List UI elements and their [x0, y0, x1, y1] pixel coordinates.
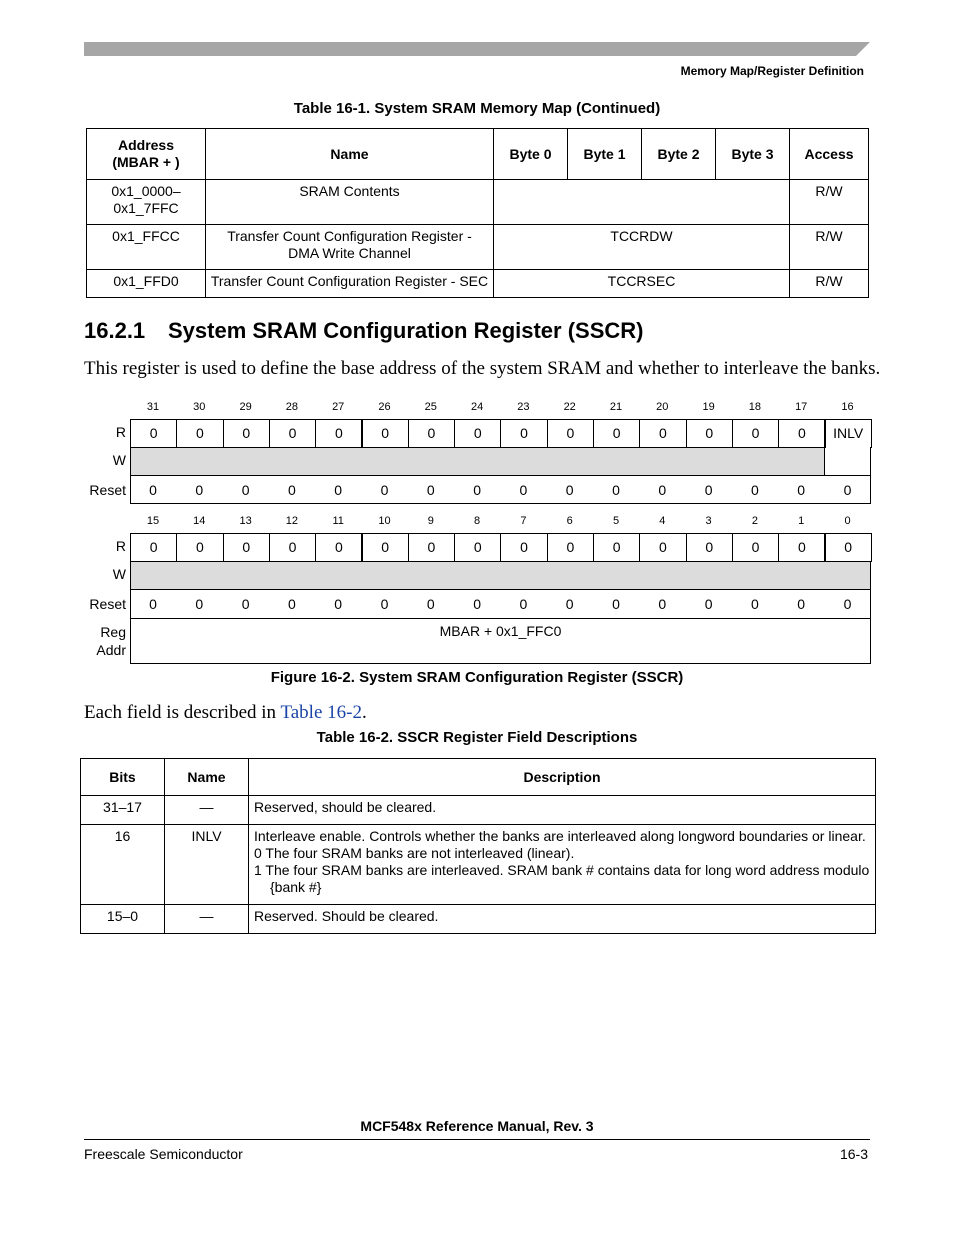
header-byte3: Byte 3 [716, 129, 790, 180]
reset-value: 0 [287, 482, 296, 498]
w-label: W [112, 566, 126, 582]
reset-value: 0 [565, 596, 574, 612]
read-bit-cell: 0 [825, 533, 872, 562]
read-bit-cell: 0 [639, 419, 686, 448]
reset-value: 0 [149, 596, 157, 612]
section-number: 16.2.1 [84, 318, 146, 343]
section-heading [84, 318, 644, 344]
bit-number: 16 [841, 401, 854, 413]
read-bit-cell: 0 [732, 533, 779, 562]
write-bar-reserved [130, 561, 871, 590]
bit-number: 14 [193, 515, 206, 527]
read-bit-cell: 0 [686, 533, 733, 562]
bit-number: 30 [193, 401, 206, 413]
reset-value: 0 [797, 482, 806, 498]
r-label: R [115, 424, 126, 440]
name-cell: INLV [165, 825, 249, 905]
footer-rule [84, 1139, 870, 1140]
reference-paragraph [84, 702, 367, 724]
bit-number: 15 [146, 515, 160, 527]
address-cell: 0x1_FFCC [87, 225, 206, 270]
reset-value: 0 [195, 596, 204, 612]
reset-value: 0 [704, 482, 713, 498]
read-bit-cell: 0 [315, 533, 362, 562]
table-row [87, 180, 869, 225]
bit-numbers-upper [130, 401, 870, 415]
bit-number: 29 [239, 401, 252, 413]
header-access: Access [790, 129, 869, 180]
access-cell: R/W [790, 180, 869, 225]
table-row [87, 270, 869, 298]
header-bits: Bits [81, 759, 165, 796]
bit-number: 6 [566, 515, 573, 527]
reset-value: 0 [241, 482, 250, 498]
access-cell: R/W [790, 225, 869, 270]
bits-cell: 16 [81, 825, 165, 905]
bit-number: 5 [612, 515, 620, 527]
ref-suffix: . [361, 702, 367, 723]
header-byte1: Byte 1 [568, 129, 642, 180]
bit-number: 1 [798, 515, 805, 527]
description-item: 0 The four SRAM banks are not interleaved (linear). [254, 845, 575, 861]
reset-value: 0 [658, 596, 667, 612]
bit-number: 2 [751, 515, 758, 527]
bytes-cell: TCCRSEC [494, 270, 790, 298]
table-row [81, 905, 876, 934]
bit-numbers-lower [130, 515, 870, 529]
register-lower-half [86, 515, 872, 665]
reset-value: 0 [426, 482, 435, 498]
header-byte2: Byte 2 [642, 129, 716, 180]
bit-number: 21 [609, 401, 623, 413]
reset-value: 0 [149, 482, 157, 498]
table-row [81, 796, 876, 825]
bit-number: 28 [285, 401, 299, 413]
reset-value: 0 [565, 482, 574, 498]
inlv-write-cell [824, 447, 871, 476]
figure-caption: Figure 16-2. System SRAM Configuration Register (SSCR) [270, 669, 684, 686]
reset-value: 0 [195, 482, 204, 498]
read-bit-cell: 0 [269, 533, 316, 562]
header-name: Name [165, 759, 249, 796]
table-header-row [87, 129, 869, 180]
reset-value: 0 [750, 596, 759, 612]
bit-number: 22 [563, 401, 576, 413]
reset-value: 0 [612, 482, 620, 498]
read-bit-cell: 0 [732, 419, 779, 448]
read-bit-cell: 0 [176, 419, 223, 448]
ref-prefix: Each field is described in [84, 702, 281, 723]
name-cell: SRAM Contents [206, 180, 494, 225]
reset-value: 0 [473, 482, 481, 498]
read-bit-cell: 0 [362, 533, 409, 562]
bit-number: 4 [659, 515, 666, 527]
header-byte0: Byte 0 [494, 129, 568, 180]
reset-value: 0 [704, 596, 713, 612]
read-bit-cell: 0 [408, 533, 455, 562]
bit-number: 7 [520, 515, 527, 527]
read-bit-cell: 0 [176, 533, 223, 562]
bit-number: 13 [239, 515, 252, 527]
name-cell: Transfer Count Configuration Register - SEC [206, 270, 494, 298]
reg-addr-label: Reg Addr [96, 624, 126, 658]
read-bit-cell: 0 [223, 419, 270, 448]
name-cell: — [165, 905, 249, 934]
read-bit-cell: 0 [454, 533, 501, 562]
footer-company: Freescale Semiconductor [84, 1146, 243, 1162]
bit-number: 19 [702, 401, 715, 413]
reset-value: 0 [750, 482, 759, 498]
reset-value: 0 [473, 596, 481, 612]
bit-number: 8 [474, 515, 481, 527]
bit-number: 26 [378, 401, 391, 413]
w-label: W [112, 452, 126, 468]
reset-value: 0 [287, 596, 296, 612]
running-head: Memory Map/Register Definition [680, 64, 864, 78]
bit-number: 9 [427, 515, 434, 527]
read-bit-cell: 0 [593, 419, 640, 448]
bytes-cell: TCCRDW [494, 225, 790, 270]
footer-title: MCF548x Reference Manual, Rev. 3 [360, 1118, 594, 1134]
reset-label: Reset [89, 596, 126, 612]
read-bit-cell: 0 [362, 419, 409, 448]
bits-cell: 31–17 [81, 796, 165, 825]
read-bit-cell: 0 [500, 419, 547, 448]
read-bit-cell: 0 [593, 533, 640, 562]
bit-number: 31 [146, 401, 160, 413]
header-address: Address (MBAR + ) [87, 129, 206, 180]
reset-value: 0 [334, 482, 343, 498]
reset-value: 0 [380, 596, 389, 612]
bit-number: 25 [424, 401, 437, 413]
description-cell [249, 825, 876, 905]
memory-map-table [86, 128, 869, 298]
r-label: R [115, 538, 126, 554]
reset-value: 0 [843, 596, 852, 612]
read-bit-cell: 0 [547, 419, 594, 448]
address-cell: 0x1_FFD0 [87, 270, 206, 298]
register-upper-half [86, 401, 872, 505]
table1-caption: Table 16-1. System SRAM Memory Map (Continued) [293, 100, 661, 117]
name-cell: — [165, 796, 249, 825]
field-descriptions-table [80, 758, 876, 934]
description-item: 1 The four SRAM banks are interleaved. SRAM bank # contains data for long word address modulo {bank #} [254, 862, 870, 895]
bit-number: 27 [332, 401, 345, 413]
bit-number: 23 [517, 401, 530, 413]
section-title: System SRAM Configuration Register (SSCR) [168, 318, 644, 343]
bit-number: 17 [795, 401, 808, 413]
bit-number: 12 [285, 515, 299, 527]
bit-number: 3 [705, 515, 712, 527]
reset-value: 0 [380, 482, 389, 498]
table-row [81, 825, 876, 905]
write-bar-reserved [130, 447, 825, 476]
read-bit-cell: 0 [639, 533, 686, 562]
header-name: Name [206, 129, 494, 180]
description-cell: Reserved. Should be cleared. [249, 905, 876, 934]
read-bit-cell: 0 [686, 419, 733, 448]
read-bit-cell: 0 [778, 533, 825, 562]
reset-value: 0 [797, 596, 806, 612]
read-bit-cell: 0 [269, 419, 316, 448]
header-bar [84, 42, 870, 56]
intro-paragraph: This register is used to define the base address of the system SRAM and whether to interleave the banks. [84, 358, 881, 379]
reset-value: 0 [843, 482, 852, 498]
bit-number: 11 [332, 515, 344, 527]
reset-value: 0 [612, 596, 620, 612]
reset-value: 0 [519, 482, 528, 498]
name-cell: Transfer Count Configuration Register - DMA Write Channel [206, 225, 494, 270]
register-address: MBAR + 0x1_FFC0 [130, 618, 871, 664]
reset-value: 0 [658, 482, 667, 498]
read-bit-cell: 0 [408, 419, 455, 448]
bits-cell: 15–0 [81, 905, 165, 934]
read-bit-cell: 0 [315, 419, 362, 448]
bytes-cell [494, 180, 790, 225]
read-bit-cell: 0 [223, 533, 270, 562]
bit-number: 20 [656, 401, 669, 413]
page-number: 16-3 [839, 1146, 868, 1162]
bit-number: 0 [844, 515, 851, 527]
inlv-field: INLV [825, 419, 872, 448]
description-cell: Reserved, should be cleared. [249, 796, 876, 825]
table-header-row [81, 759, 876, 796]
read-bit-cell: 0 [454, 419, 501, 448]
reset-value: 0 [334, 596, 343, 612]
bit-number: 10 [378, 515, 391, 527]
table2-caption: Table 16-2. SSCR Register Field Descriptions [316, 729, 638, 746]
read-bit-cell: 0 [500, 533, 547, 562]
read-bit-cell: 0 [130, 419, 177, 448]
access-cell: R/W [790, 270, 869, 298]
header-description: Description [249, 759, 876, 796]
reset-value: 0 [519, 596, 528, 612]
table-16-2-link[interactable]: Table 16-2 [280, 702, 362, 723]
reset-label: Reset [89, 482, 126, 498]
address-cell: 0x1_0000– 0x1_7FFC [87, 180, 206, 225]
read-bit-cell: 0 [130, 533, 177, 562]
description-text: Interleave enable. Controls whether the banks are interleaved along longword boundaries or linear. [254, 828, 866, 844]
bit-number: 24 [470, 401, 484, 413]
read-bit-cell: 0 [547, 533, 594, 562]
bit-number: 18 [748, 401, 762, 413]
table-row [87, 225, 869, 270]
reset-value: 0 [241, 596, 250, 612]
reset-value: 0 [426, 596, 435, 612]
read-bit-cell: 0 [778, 419, 825, 448]
